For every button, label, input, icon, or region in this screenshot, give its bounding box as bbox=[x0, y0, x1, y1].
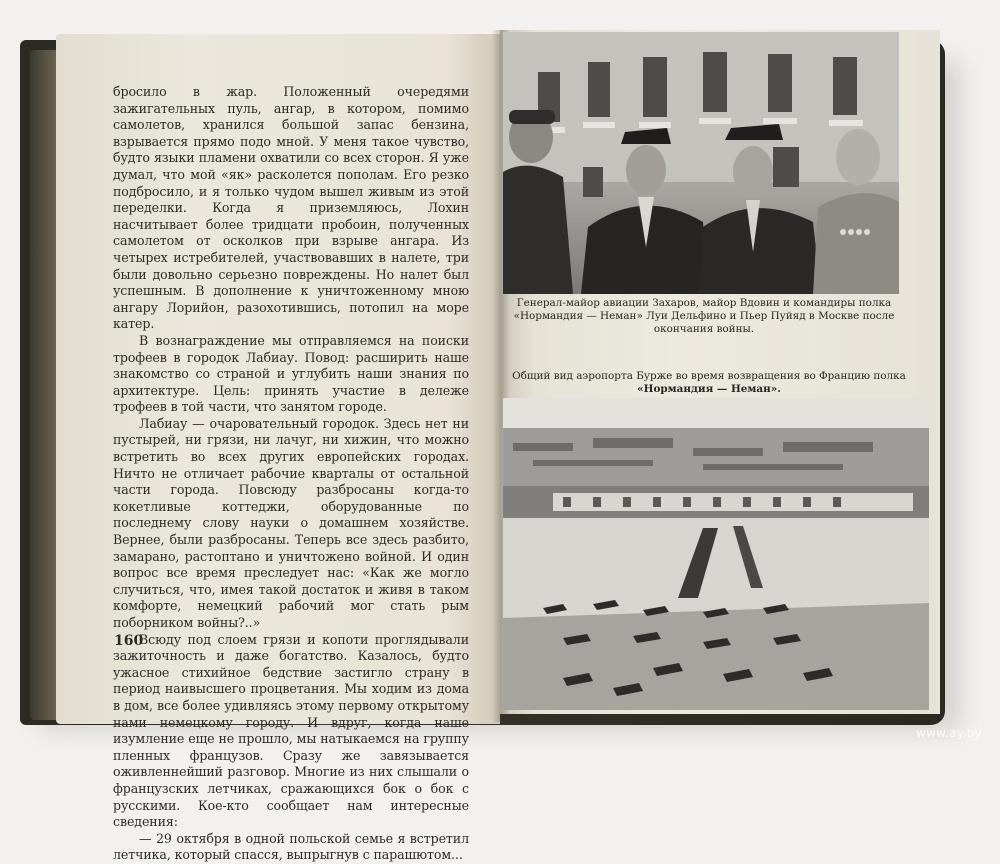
officers-photo bbox=[503, 32, 899, 294]
paragraph: В вознаграждение мы отправляемся на поиски трофеев в городок Лабиау. Повод: расширить наше знакомство со страной и углубить наши знания по архитектуре. Цель: принять участие в дележе трофеев в той части, что занятом городе. bbox=[113, 332, 469, 415]
airport-caption-regiment: «Нормандия — Неман». bbox=[637, 383, 781, 395]
book-spine bbox=[30, 50, 58, 720]
airport-caption-text: Общий вид аэропорта Бурже во время возвращения во Францию полка bbox=[512, 370, 906, 382]
airport-photo-caption bbox=[510, 370, 908, 396]
officers-photo-drawing bbox=[503, 32, 899, 294]
paragraph: Лабиау — очаровательный городок. Здесь нет ни пустырей, ни грязи, ни лачуг, ни хижин, что можно встретить во всех других европейских городах. Ничто не отличает рабочие кварталы от остальной части города. Повсюду разбросаны когда-то кокетливые коттеджи, оборудованные по последнему слову науки о домашнем хозяйстве. Вернее, были разбросаны. Теперь все здесь разбито, замарано, растоптано и уничтожено войной. И один вопрос все время преследует нас: «Как же могло случиться, что, имея такой достаток и живя в таком комфорте, немецкий рабочий мог стать рым поборником войны?..» bbox=[113, 415, 469, 630]
page-number: 160 bbox=[114, 633, 144, 649]
officers-photo-caption: Генерал-майор авиации Захаров, майор Вдовин и командиры полка «Нормандия — Неман» Луи Дельфино и Пьер Пуйяд в Москве после окончания войны. bbox=[513, 297, 895, 335]
airport-photo bbox=[503, 398, 929, 710]
left-page-text bbox=[113, 84, 469, 864]
watermark: www.ay.by bbox=[915, 726, 982, 740]
paragraph: Всюду под слоем грязи и копоти проглядывали зажиточность и даже богатство. Казалось, будто ужасное стихийное бедствие застигло страну в период наивысшего процветания. Мы ходим из дома в дом, все более удивляясь этому первому открытому нами немецкому городу. И вдруг, когда наше изумление еще не прошло, мы натыкаемся на группу пленных французов. Сразу же завязывается оживленнейший разговор. Многие из них слышали о французских летчиках, сражающихся бок о бок с русскими. Кое-кто сообщает нам интересные сведения: bbox=[113, 631, 469, 830]
paragraph: бросило в жар. Положенный очередями зажигательных пуль, ангар, в котором, помимо самолетов, хранился большой запас бензина, взрывается прямо подо мной. У меня такое чувство, будто языки пламени охватили со всех сторон. Я уже думал, что мой «як» расколется пополам. Его резко подбросило, и я только чудом вышел живым из этой переделки. Когда я приземляюсь, Лохин насчитывает более тридцати пробоин, полученных самолетом от осколков при взрыве ангара. Из четырех истребителей, участвовавших в налете, три были довольно серьезно повреждены. Но налет был успешным. В дополнение к уничтоженному мною ангару Лорийон, разохотившись, потопил на море катер. bbox=[113, 84, 469, 332]
paragraph: — 29 октября в одной польской семье я встретил летчика, который спасся, выпрыгнув с парашютом... bbox=[113, 830, 469, 863]
airport-photo-drawing bbox=[503, 398, 929, 710]
